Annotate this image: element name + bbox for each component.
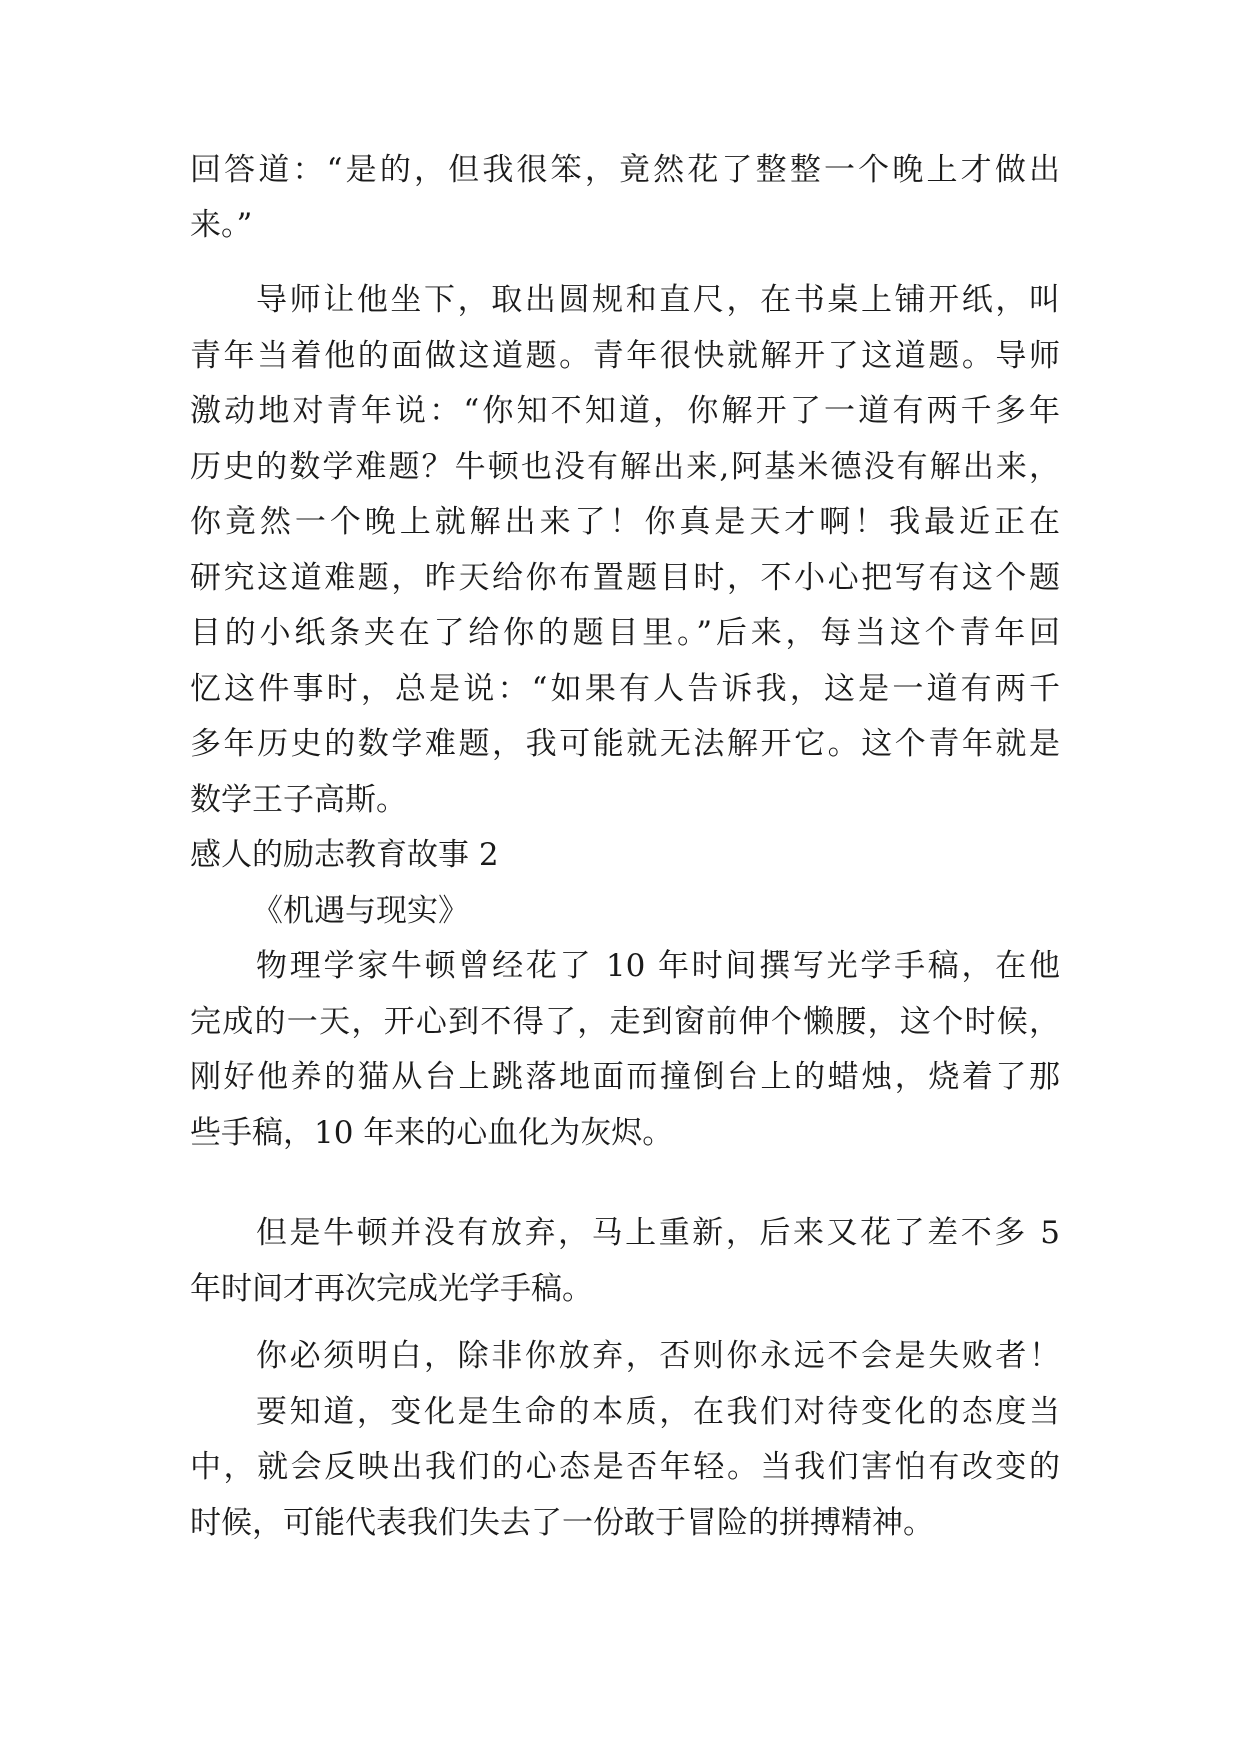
text-line: 目的小纸条夹在了给你的题目里。”后来，每当这个青年回 (190, 615, 1060, 651)
text-line: 些手稿，10 年来的心血化为灰烬。 (190, 1115, 674, 1151)
text-line: 多年历史的数学难题，我可能就无法解开它。这个青年就是 (190, 726, 1060, 762)
text-line: 中，就会反映出我们的心态是否年轻。当我们害怕有改变的 (190, 1449, 1060, 1485)
text-line: 年时间才再次完成光学手稿。 (190, 1271, 593, 1307)
text-line: 历史的数学难题？牛顿也没有解出来,阿基米德没有解出来， (190, 449, 1060, 485)
text-line: 时候，可能代表我们失去了一份敢于冒险的拼搏精神。 (190, 1505, 934, 1541)
text-line: 你必须明白，除非你放弃，否则你永远不会是失败者！ (256, 1338, 1060, 1374)
text-line: 导师让他坐下，取出圆规和直尺，在书桌上铺开纸，叫 (256, 282, 1060, 318)
text-line: 要知道，变化是生命的本质，在我们对待变化的态度当 (256, 1394, 1060, 1430)
story-title: 《机遇与现实》 (252, 893, 469, 929)
text-line: 忆这件事时，总是说：“如果有人告诉我，这是一道有两千 (190, 671, 1060, 707)
text-line: 数学王子高斯。 (190, 782, 407, 818)
text-line: 但是牛顿并没有放弃，马上重新，后来又花了差不多 5 (256, 1215, 1060, 1251)
text-line: 完成的一天，开心到不得了，走到窗前伸个懒腰，这个时候， (190, 1004, 1060, 1040)
text-line: 青年当着他的面做这道题。青年很快就解开了这道题。导师 (190, 338, 1060, 374)
text-line: 来。” (190, 207, 253, 243)
section-heading: 感人的励志教育故事 2 (190, 837, 499, 873)
text-line: 刚好他养的猫从台上跳落地面而撞倒台上的蜡烛，烧着了那 (190, 1059, 1060, 1095)
text-line: 激动地对青年说：“你知不知道，你解开了一道有两千多年 (190, 393, 1060, 429)
text-line: 你竟然一个晚上就解出来了！你真是天才啊！我最近正在 (190, 504, 1060, 540)
text-line: 回答道：“是的，但我很笨，竟然花了整整一个晚上才做出 (190, 152, 1060, 188)
text-line: 研究这道难题，昨天给你布置题目时，不小心把写有这个题 (190, 560, 1060, 596)
text-line: 物理学家牛顿曾经花了 10 年时间撰写光学手稿，在他 (256, 948, 1060, 984)
